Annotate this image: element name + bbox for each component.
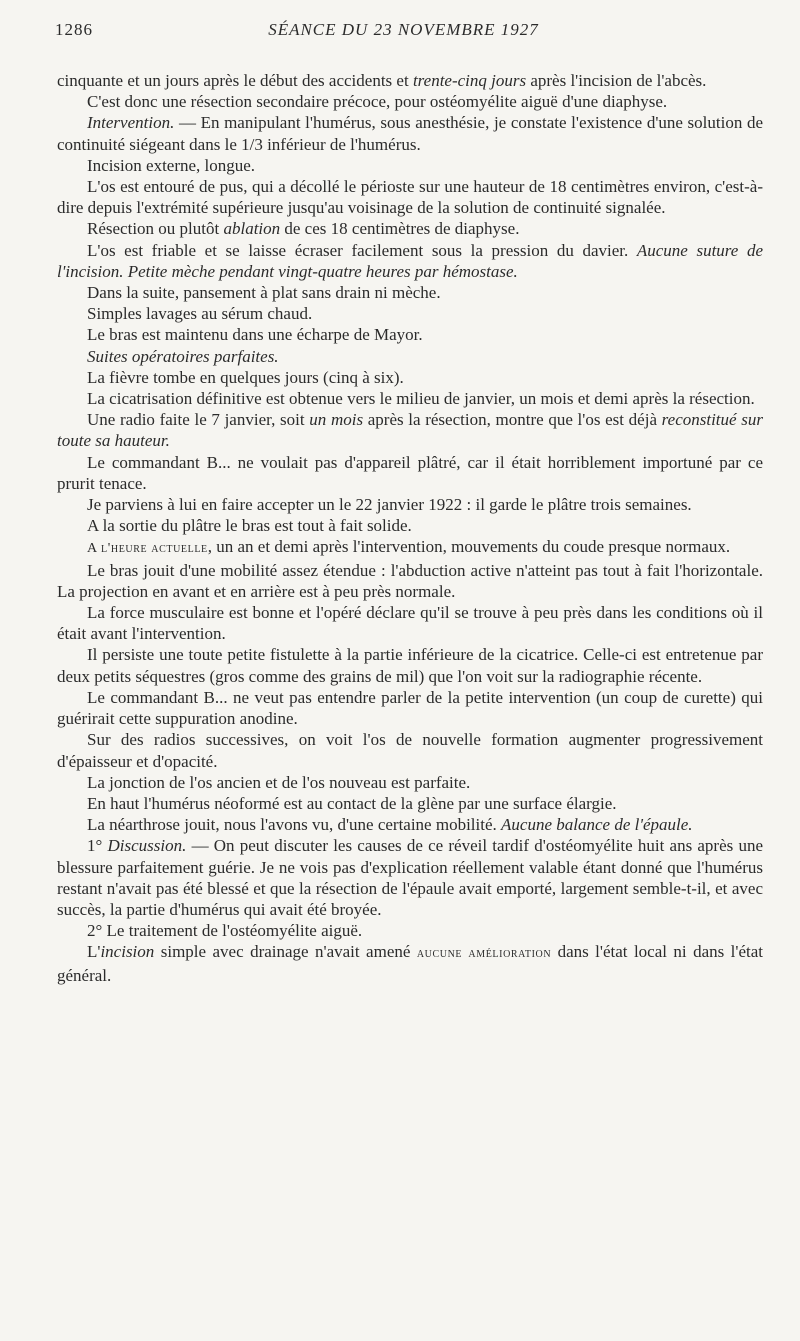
text-run: cinquante et un jours après le début des accidents et xyxy=(57,71,413,90)
paragraph-p23 xyxy=(57,729,763,771)
paragraph-p3 xyxy=(57,112,763,154)
italic-text: Aucune suture de l'incision. Petite mèche pendant vingt-quatre heures par hémostase. xyxy=(57,240,764,281)
text-run: de ces 18 centimètres de diaphyse. xyxy=(280,219,520,239)
text-run: En haut l'humérus néoformé est au contact de la glène par une surface élargie. xyxy=(87,793,617,813)
text-run: La fièvre tombe en quelques jours (cinq à six). xyxy=(87,367,404,387)
paragraph-p20 xyxy=(57,602,763,644)
paragraph-p26 xyxy=(57,814,763,835)
text-run: Incision externe, longue. xyxy=(87,155,256,175)
text-run: simple avec drainage n'avait amené xyxy=(154,942,417,962)
italic-text: Discussion. xyxy=(107,836,187,856)
text-run: dans l'état local ni dans l'état général. xyxy=(57,942,763,985)
text-run: — En manipulant l'humérus, sous anesthésie, je constate l'existence d'une solution de continuité siégeant dans le 1/3 inférieur de l'humérus. xyxy=(57,113,763,154)
page-number: 1286 xyxy=(55,20,93,39)
text-run: Simples lavages au sérum chaud. xyxy=(87,304,313,324)
text-run: L'os est entouré de pus, qui a décollé le périoste sur une hauteur de 18 centimètres environ, c'est-à-dire depuis l'extrémité supérieure jusqu'au voisinage de la solution de continuité signalée. xyxy=(57,177,763,218)
text-run: A la sortie du plâtre le bras est tout à fait solide. xyxy=(87,516,412,536)
paragraph-p18 xyxy=(57,536,763,559)
italic-text: ablation xyxy=(223,219,281,239)
text-run: La jonction de l'os ancien et de l'os nouveau est parfaite. xyxy=(87,772,471,792)
paragraph-p16 xyxy=(57,494,763,515)
text-run: C'est donc une résection secondaire précoce, pour ostéomyélite aiguë d'une diaphyse. xyxy=(87,92,668,112)
paragraph-p7 xyxy=(57,240,763,282)
text-run: Je parviens à lui en faire accepter un le 22 janvier 1922 : il garde le plâtre trois semaines. xyxy=(87,495,692,515)
body-text xyxy=(57,70,763,986)
paragraph-p8 xyxy=(57,282,763,303)
text-run: Dans la suite, pansement à plat sans drain ni mèche. xyxy=(87,283,441,303)
text-run: 2° Le traitement de l'ostéomyélite aiguë. xyxy=(87,921,363,941)
paragraph-p2 xyxy=(57,91,763,112)
text-run: 1° xyxy=(87,836,108,856)
paragraph-p5 xyxy=(57,176,763,218)
paragraph-p17 xyxy=(57,515,763,536)
italic-text: Intervention. xyxy=(87,113,175,133)
text-run: Le commandant B... ne voulait pas d'appareil plâtré, car il était horriblement importuné par ce prurit tenace. xyxy=(57,452,763,493)
paragraph-p13 xyxy=(57,388,763,409)
paragraph-p24 xyxy=(57,772,763,793)
text-run: Sur des radios successives, on voit l'os de nouvelle formation augmenter progressivement d'épaisseur et d'opacité. xyxy=(57,730,763,771)
paragraph-p9 xyxy=(57,303,763,324)
text-run: — On peut discuter les causes de ce réveil tardif d'ostéomyélite huit ans après une blessure parfaitement guérie. Je ne vois pas d'explication réellement valable étant donné que l'humérus restant n'avait pas été blessé et que la résection de l'épaule avait emporté, largement semble-t-il, et avec succès, la partie d'humérus qui avait été broyée. xyxy=(57,836,763,919)
text-run: Résection ou plutôt xyxy=(87,219,224,239)
small-caps-text: A l'heure actuelle xyxy=(87,541,208,557)
paragraph-p28 xyxy=(57,920,763,941)
text-run: L'os est friable et se laisse écraser facilement sous la pression du davier. xyxy=(87,240,637,260)
paragraph-p1 xyxy=(57,70,763,91)
text-run: La cicatrisation définitive est obtenue vers le milieu de janvier, un mois et demi après la résection. xyxy=(87,389,755,409)
italic-text: un mois xyxy=(309,410,364,430)
paragraph-p14 xyxy=(57,409,763,451)
paragraph-p29 xyxy=(57,941,763,985)
text-run: L' xyxy=(87,942,101,962)
italic-text: reconstitué sur toute sa hauteur. xyxy=(57,410,763,451)
italic-text: trente-cinq jours xyxy=(412,71,527,90)
text-run: La force musculaire est bonne et l'opéré déclare qu'il se trouve à peu près dans les conditions où il était avant l'intervention. xyxy=(57,603,763,644)
page-header xyxy=(55,20,752,44)
paragraph-p11 xyxy=(57,346,763,367)
italic-text: Aucune balance de l'épaule. xyxy=(501,815,693,835)
italic-text: Suites opératoires parfaites. xyxy=(87,346,279,366)
text-run: après l'incision de l'abcès. xyxy=(526,71,707,90)
running-title: SÉANCE DU 23 NOVEMBRE 1927 xyxy=(268,20,539,39)
text-run: après la résection, montre que l'os est déjà xyxy=(363,410,662,430)
paragraph-p4 xyxy=(57,155,763,176)
paragraph-p15 xyxy=(57,452,763,494)
text-run: Le commandant B... ne veut pas entendre parler de la petite intervention (un coup de curette) qui guérirait cette suppuration anodine. xyxy=(57,687,763,729)
text-run: Il persiste une toute petite fistulette à la partie inférieure de la cicatrice. Celle-ci est entretenue par deux petits séquestres (gros comme des grains de mil) que l'on voit sur la radiographie récente. xyxy=(57,645,763,686)
text-run: La néarthrose jouit, nous l'avons vu, d'une certaine mobilité. xyxy=(87,815,502,835)
paragraph-p25 xyxy=(57,793,763,814)
text-run: Le bras est maintenu dans une écharpe de Mayor. xyxy=(87,325,423,345)
paragraph-p12 xyxy=(57,367,763,388)
paragraph-p10 xyxy=(57,324,763,345)
italic-text: incision xyxy=(100,942,155,962)
text-run: Le bras jouit d'une mobilité assez étendue : l'abduction active n'atteint pas tout à fait l'horizontale. La projection en avant et en arrière est à peu près normale. xyxy=(57,560,763,601)
paragraph-p19 xyxy=(57,560,763,602)
text-run: , un an et demi après l'intervention, mouvements du coude presque normaux. xyxy=(207,537,731,557)
text-run: Une radio faite le 7 janvier, soit xyxy=(87,410,310,430)
paragraph-p6 xyxy=(57,218,763,239)
small-caps-text: aucune amélioration xyxy=(416,946,552,962)
paragraph-p27 xyxy=(57,835,763,920)
paragraph-p22 xyxy=(57,687,763,729)
paragraph-p21 xyxy=(57,644,763,686)
